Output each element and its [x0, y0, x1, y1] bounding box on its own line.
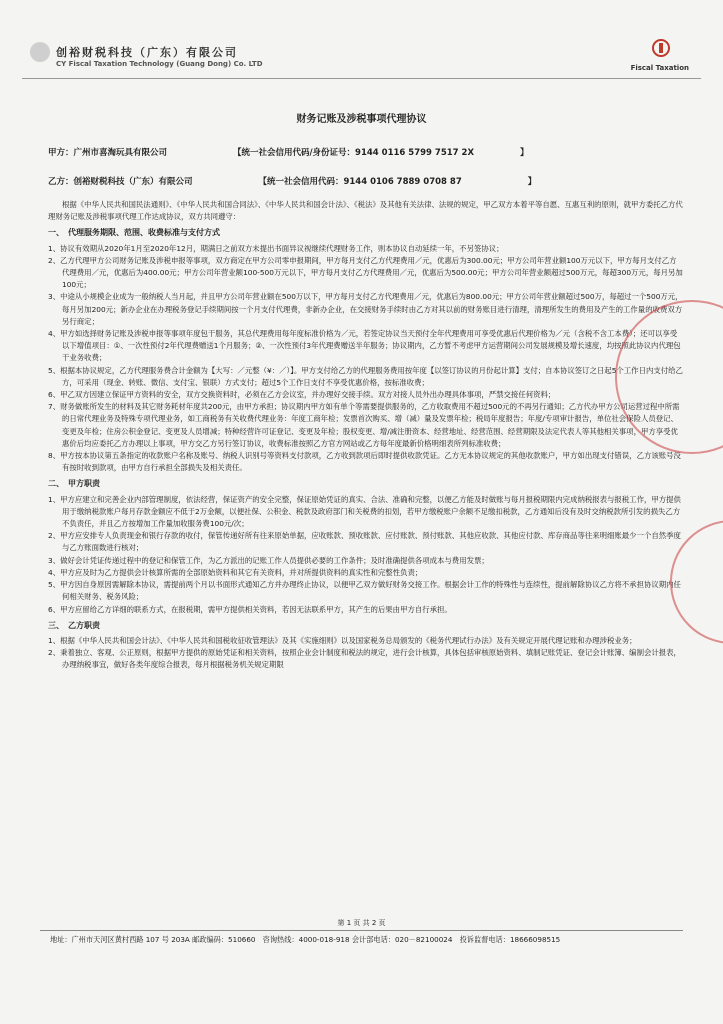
section-3-list: [48, 635, 683, 672]
party-b-bracket: 】: [527, 177, 537, 187]
party-b-line: [48, 175, 536, 187]
agreement-body: [48, 199, 683, 672]
company-name-cn: 创裕财税科技（广东）有限公司: [56, 46, 238, 59]
party-b-name: 乙方：创裕财税科技（广东）有限公司: [48, 177, 193, 187]
party-b-id: 【统一社会信用代码：9144 0106 7889 0708 87: [258, 177, 462, 187]
footer-divider: [40, 930, 683, 931]
section-2-heading: 二、 甲方职责: [48, 479, 100, 489]
section-3-heading: 三、 乙方职责: [48, 620, 100, 630]
header-divider: [22, 78, 701, 79]
party-a-line: [48, 146, 528, 158]
section-1-list: [48, 243, 683, 475]
clause-item: 1、甲方应建立和完善企业内部管理制度，依法经营，保证资产的安全完整，保证原始凭证的真实、合法、准确和完整，以便乙方能及时做账与每月报税期限内完成纳税报表与报税工作，甲方提供用于缴纳税款账户每月存款金额应不低于2万金额，以便社保、公积金、税款及政府部门和关税费的扣划，若甲方缴税账户余额不足缴扣税款，乙方通知后没有及时交纳税款所引发的损失乙方不负责任，并且乙方按增加工作量加收服务费100元/次；: [48, 494, 681, 529]
clause-item: 7、财务做账所发生的材料及其它财务耗材年度共200元，由甲方承担；协议期内甲方如有单个等需要提供服务的，乙方收取费用不超过500元的不再另行通知；乙方代办甲方公司运营过程中所需的日常代理业务及特殊专项代理业务，如工商税务有关收费代理业务：年度工商年检；发票首次购买、增（减）量及发票年检；税局年度报告；年度/专项审计报告，单位社会保险人员登记、变更及年检；住房公积金登记、变更及人员增减；特种经营许可证登记、变更及年检；股权变更、增/减注册资本、经营地址、经营范围、经营期限及法定代表人等其他相关事项，甲方享受优惠价后均应委托乙方办理以上事项，甲方交乙方另行签订协议，收费标准按照乙方官方网站或乙方每年度最新价格明细表所列标准收费；: [48, 402, 680, 448]
brand-logo-icon: [651, 38, 671, 58]
clause-item: 1、协议有效期从2020年1月至2020年12月，期满日之前双方未提出书面异议视继续代理财务工作，则本协议自动延续一年，不另签协议；: [48, 243, 504, 253]
clause-item: 2、秉着独立、客观、公正原则，根据甲方提供的原始凭证和相关资料，按照企业会计制度和税法的规定，进行会计核算，具体包括审核原始资料、填制记账凭证、登记会计账簿、编制会计报表，办理纳税事宜，做好各类年度综合报表，每月根据税务机关规定期限: [48, 648, 681, 670]
clause-item: 2、乙方代理甲方公司财务记账及涉税申报等事项，双方商定在甲方公司零申报期间，甲方每月支付乙方代理费用／元，优惠后为300.00元；甲方公司年营业额100万元以下，甲方每月支付乙方代理费用／元，优惠后为400.00元；甲方公司年营业额100-500万元以下，甲方每月支付乙方代理费用／元，优惠后为500.00元；甲方公司年营业额超过500万元，每超300万元，每月另加100元；: [48, 255, 683, 290]
clause-item: 6、甲乙双方因建立保证甲方资料的安全，双方交换资料时，必须在乙方会议室，并办理好交接手续。双方对接人员外出办理具体事项，严禁交接任何资料；: [48, 390, 556, 400]
party-a-id: 【统一社会信用代码/身份证号：9144 0116 5799 7517 2X: [232, 148, 474, 158]
clause-item: 6、甲方应留给乙方详细的联系方式，在报税期，需甲方提供相关资料，若因无法联系甲方，其产生的后果由甲方自行承担。: [48, 604, 452, 614]
page-number: 第 1 页 共 2 页: [337, 919, 386, 927]
clause-item: 2、甲方应安排专人负责现金和银行存款的收付，保管传递好所有往来原始单据，应收账款、预收账款、应付账款、预付账款、其他应收款、其他应付款、库存商品等往来明细账最少一个自然季度与乙方账面数进行核对；: [48, 531, 681, 553]
intro-paragraph: 根据《中华人民共和国民法通则》、《中华人民共和国合同法》、《中华人民共和国会计法》、《税法》及其他有关法律、法规的规定，甲乙双方本着平等自愿、互惠互利的原则，就甲方委托乙方代理财务记账及涉税事项代理工作达成协议，双方共同遵守：: [48, 200, 683, 222]
section-2-list: [48, 494, 683, 616]
company-name-en: CY Fiscal Taxation Technology (Guang Dong) Co. LTD: [56, 60, 263, 68]
section-1-heading: 一、 代理服务期限、范围、收费标准与支付方式: [48, 228, 220, 238]
clause-item: 8、甲方按本协议第五条指定的收款账户名称及账号、纳税人识别号等资料支付款项，乙方收到款项后即时提供收款凭证。乙方无本协议规定的其他收款账户，甲方如出现支付错误，乙方该账号没有按时收到款项，由甲方自行承担全部损失及相关责任。: [48, 451, 681, 473]
company-logo-icon: [30, 42, 50, 62]
clause-item: 5、根据本协议规定，乙方代理服务费合计金额为【大写：／元整（¥：／）】。甲方支付给乙方的代理服务费用按年度【以签订协议的月份起计算】支付；自本协议签订之日起5个工作日内支付给乙方，可采用（现金、转账、微信、支付宝、银联）方式支付；超过5个工作日支付不享受优惠价格，按标准收费；: [48, 365, 683, 387]
clause-item: 3、中途从小规模企业成为一般纳税人当月起，并且甲方公司年营业额在500万以下，甲方每月支付乙方代理费用／元，优惠后为800.00元；甲方公司年营业额超过500万，每超过一个500万元，每月另加200元；新办企业在办理税务登记手续期间按一个月支付代理费，非新办企业，在交接财务手续时由乙方对其以前的财务账目进行清理，清理所发生的费用及产生的工作量的收费双方另行商定；: [48, 292, 683, 326]
document-title: 财务记账及涉税事项代理协议: [296, 114, 427, 125]
clause-item: 3、做好会计凭证传递过程中的登记和保管工作，为乙方派出的记账工作人员提供必要的工作条件；及时准确提供各项成本与费用发票；: [48, 555, 489, 565]
letterhead: [22, 38, 701, 76]
clause-item: 4、甲方如选择财务记账及涉税申报等事项年度包干服务，其总代理费用每年度标准价格为／元，若签定协议当天预付全年代理费用可享受优惠后代理价格为／元（含税不含工本费）；还可以享受以下增值项目：①、一次性预付2年代理费赠送1个月服务；②、一次性预付3年代理费赠送半年服务；协议期内，乙方暂不考虑甲方运营期间公司发展规模及增长速度，均按照此协议内代理包干业务收费；: [48, 329, 681, 363]
clause-item: 4、甲方应及时为乙方提供会计核算所需的全部原始资料和其它有关资料，并对所提供资料的真实性和完整性负责；: [48, 567, 423, 577]
clause-item: 1、根据《中华人民共和国会计法》、《中华人民共和国税收征收管理法》及其《实施细则》以及国家税务总局颁发的《税务代理试行办法》及有关规定开展代理记账和办理涉税业务；: [48, 635, 637, 645]
party-a-name: 甲方：广州市喜淘玩具有限公司: [48, 148, 168, 158]
brand-name-en: Fiscal Taxation: [630, 64, 689, 72]
clause-item: 5、甲方因自身原因需解除本协议，需提前两个月以书面形式通知乙方并办理终止协议，以便甲乙双方做好财务交接工作。根据会计工作的特殊性与连续性，提前解除协议乙方将不承担协议期内任何相关财务、税务风险；: [48, 580, 681, 602]
party-a-bracket: 】: [519, 148, 529, 158]
footer-contact: 地址：广州市天河区黄村西路 107 号 203A 邮政编码：510660 咨询热线：4000-018-918 会计部电话：020－82100024 投诉监督电话：18666098515: [50, 935, 561, 944]
